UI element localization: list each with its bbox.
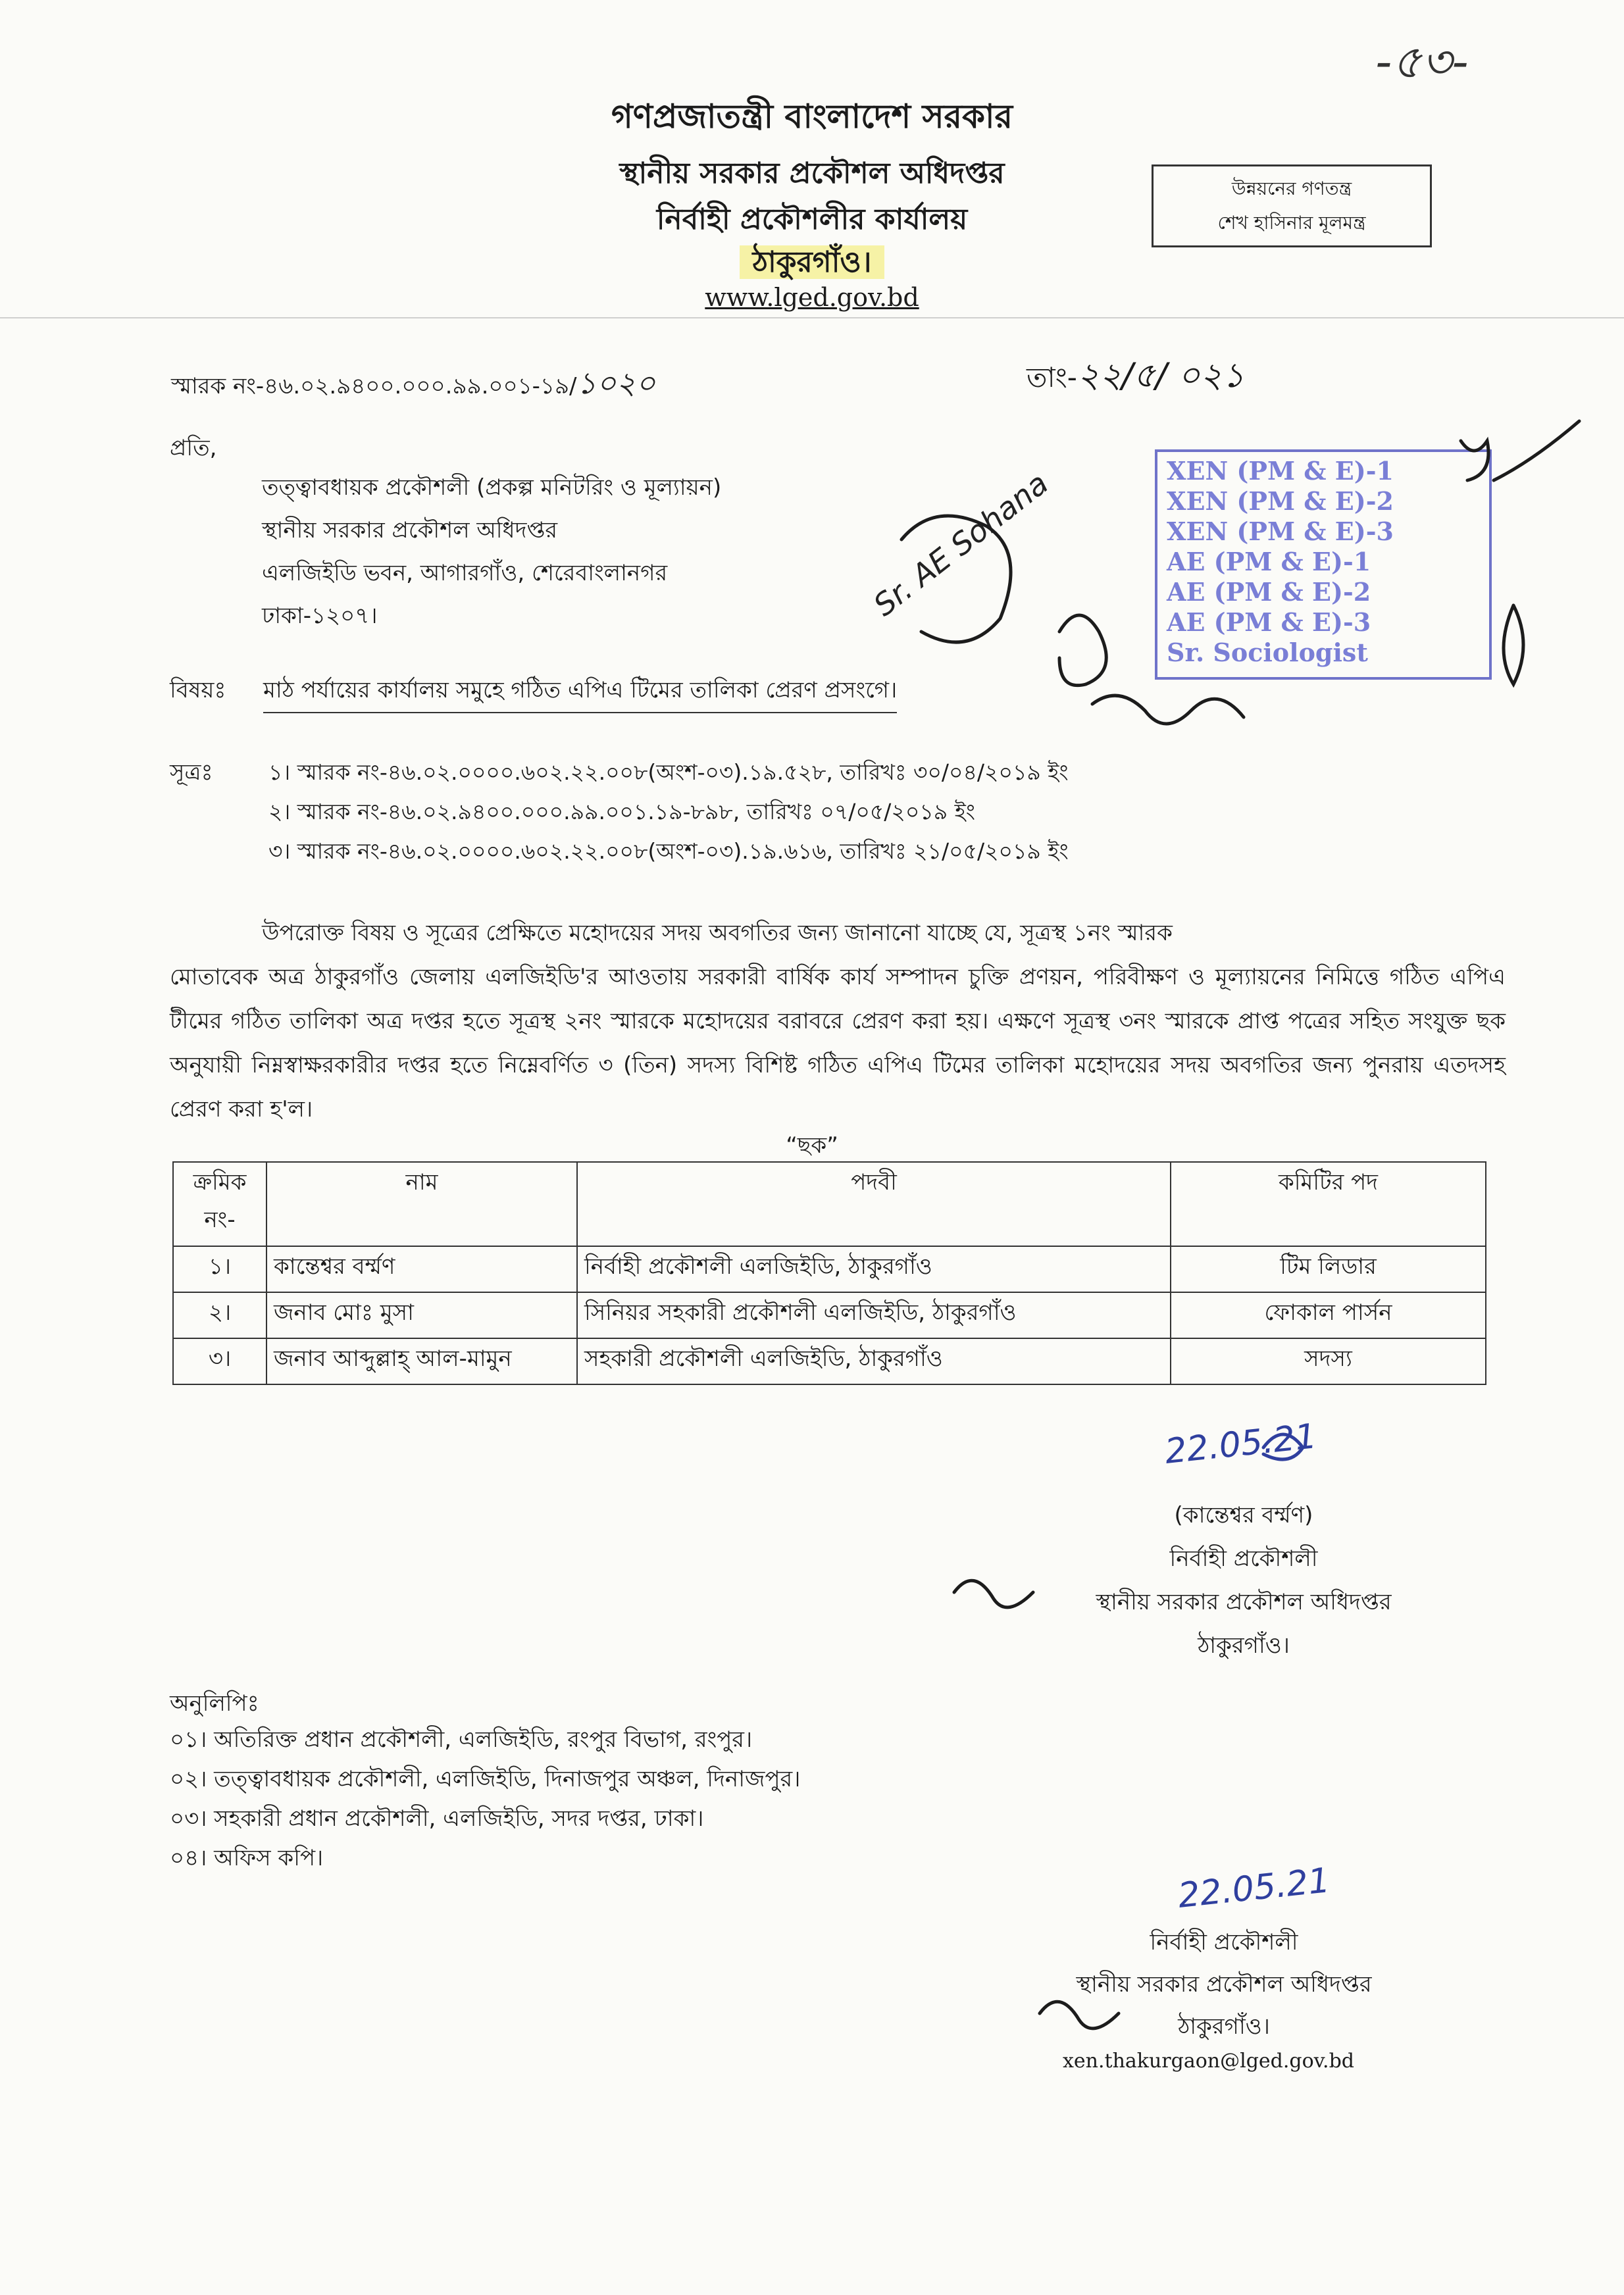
memo-reference-handwritten: ১০২০ xyxy=(576,365,656,401)
signature-date-1: 22.05.21 xyxy=(1163,1417,1319,1472)
stamp-line: AE (PM & E)-2 xyxy=(1167,577,1371,607)
office-email[interactable]: xen.thakurgaon@lged.gov.bd xyxy=(1063,2050,1354,2073)
table-header-row xyxy=(173,1162,1486,1246)
subject-text: মাঠ পর্যায়ের কার্যালয় সমুহে গঠিত এপিএ টিমের তালিকা প্রেরণ প্রসংগে। xyxy=(263,673,897,713)
office-name: নির্বাহী প্রকৌশলীর কার্যালয় xyxy=(656,203,968,236)
government-name: গণপ্রজাতন্ত্রী বাংলাদেশ সরকার xyxy=(611,97,1013,136)
cell-designation: নির্বাহী প্রকৌশলী এলজিইডি, ঠাকুরগাঁও xyxy=(577,1246,1171,1292)
page-number: -৫৩- xyxy=(1375,35,1469,89)
table-row xyxy=(173,1246,1486,1292)
recipient-line: ঢাকা-১২০৭। xyxy=(262,603,378,629)
reference-item: ৩। স্মারক নং-৪৬.০২.০০০০.৬০২.২২.০০৮(অংশ-০৩).১৯.৬১৬, তারিখঃ ২১/০৫/২০১৯ ইং xyxy=(268,838,1069,864)
cell-committee-role: ফোকাল পার্সন xyxy=(1171,1292,1486,1338)
body-paragraph-rest: মোতাবেক অত্র ঠাকুরগাঁও জেলায় এলজিইডি'র আওতায় সরকারী বার্ষিক কার্য সম্পাদন চুক্তি প্রণয়ন, পরিবীক্ষণ ও মূল্যায়নের নিমিত্তে গঠিত এপিএ টীমের গঠিত তালিকা অত্র দপ্তর হতে সূত্রস্থ ২নং স্মারকে মহোদয়ের বরাবরে প্রেরণ করা হয়। এক্ষণে সূত্রস্থ ৩নং স্মারকে প্রাপ্ত পত্রের সহিত সংযুক্ত ছক অনুযায়ী নিম্নস্বাক্ষরকারীর দপ্তর হতে নিম্নেবর্ণিত ৩ (তিন) সদস্য বিশিষ্ট গঠিত এপিএ টিমের তালিকা মহোদয়ের সদয় অবগতির জন্য পুনরায় এতদসহ প্রেরণ করা হ'ল। xyxy=(170,964,1506,1122)
table-row xyxy=(173,1292,1486,1338)
slogan-line-2: শেখ হাসিনার মূলমন্ত্র xyxy=(1217,212,1366,234)
stamp-line: Sr. Sociologist xyxy=(1167,638,1368,667)
department-name: স্থানীয় সরকার প্রকৌশল অধিদপ্তর xyxy=(619,157,1005,190)
cell-serial: ১। xyxy=(173,1246,266,1292)
office-location-text: ঠাকুরগাঁও। xyxy=(740,245,885,279)
body-paragraph-first-line: উপরোক্ত বিষয় ও সূত্রের প্রেক্ষিতে মহোদয়ের সদয় অবগতির জন্য জানানো যাচ্ছে যে, সূত্রস্থ ১নং স্মারক xyxy=(262,920,1173,946)
copy-item: ০১। অতিরিক্ত প্রধান প্রকৌশলী, এলজিইডি, রংপুর বিভাগ, রংপুর। xyxy=(170,1727,753,1753)
signatory-location: ঠাকুরগাঁও। xyxy=(1178,2013,1270,2040)
stamp-line: XEN (PM & E)-2 xyxy=(1167,486,1394,516)
cell-name: কান্তেশ্বর বর্ম্মণ xyxy=(266,1246,577,1292)
cell-designation: সিনিয়র সহকারী প্রকৌশলী এলজিইডি, ঠাকুরগাঁও xyxy=(577,1292,1171,1338)
signatory-designation: নির্বাহী প্রকৌশলী xyxy=(1169,1546,1318,1572)
memo-reference-label: স্মারক নং-৪৬.০২.৯৪০০.০০০.৯৯.০০১-১৯/ xyxy=(171,373,577,399)
copy-item: ০২। তত্ত্বাবধায়ক প্রকৌশলী, এলজিইডি, দিনাজপুর অঞ্চল, দিনাজপুর। xyxy=(170,1766,801,1792)
cell-name: জনাব মোঃ মুসা xyxy=(266,1292,577,1338)
cell-committee-role: টিম লিডার xyxy=(1171,1246,1486,1292)
recipient-line: এলজিইডি ভবন, আগারগাঁও, শেরেবাংলানগর xyxy=(262,560,668,586)
handwritten-annotation: Sr. AE Sohana xyxy=(867,465,1055,623)
reference-item: ২। স্মারক নং-৪৬.০২.৯৪০০.০০০.৯৯.০০১.১৯-৮৯৮, তারিখঃ ০৭/০৫/২০১৯ ইং xyxy=(268,799,976,824)
signatory-department: স্থানীয় সরকার প্রকৌশল অধিদপ্তর xyxy=(1096,1589,1392,1615)
cell-serial: ৩। xyxy=(173,1338,266,1384)
column-header-designation: পদবী xyxy=(577,1162,1171,1246)
reference-item: ১। স্মারক নং-৪৬.০২.০০০০.৬০২.২২.০০৮(অংশ-০৩).১৯.৫২৮, তারিখঃ ৩০/০৪/২০১৯ ইং xyxy=(268,759,1069,785)
body-paragraph xyxy=(170,911,1506,1132)
copies-label: অনুলিপিঃ xyxy=(170,1690,259,1717)
signatory-department: স্থানীয় সরকার প্রকৌশল অধিদপ্তর xyxy=(1076,1971,1372,1998)
memo-date-label: তাং- xyxy=(1027,361,1077,393)
slogan-line-1: উন্নয়নের গণতন্ত্র xyxy=(1231,178,1352,199)
references-label: সূত্রঃ xyxy=(170,759,213,786)
cell-committee-role: সদস্য xyxy=(1171,1338,1486,1384)
apa-team-table xyxy=(172,1161,1486,1385)
website-link[interactable]: www.lged.gov.bd xyxy=(705,283,919,312)
stamp-line: AE (PM & E)-1 xyxy=(1167,547,1371,576)
cell-serial: ২। xyxy=(173,1292,266,1338)
copy-item: ০৩। সহকারী প্রধান প্রকৌশলী, এলজিইডি, সদর দপ্তর, ঢাকা। xyxy=(170,1805,704,1832)
stamp-line: AE (PM & E)-3 xyxy=(1167,607,1371,637)
column-header-serial: ক্রমিক নং- xyxy=(173,1162,266,1246)
cell-designation: সহকারী প্রকৌশলী এলজিইডি, ঠাকুরগাঁও xyxy=(577,1338,1171,1384)
signatory-designation: নির্বাহী প্রকৌশলী xyxy=(1150,1929,1298,1955)
stamp-line: XEN (PM & E)-3 xyxy=(1167,517,1394,546)
signature-block-2 xyxy=(1027,1921,1421,2048)
table-caption: “ছক” xyxy=(786,1132,838,1159)
cell-name: জনাব আব্দুল্লাহ্ আল-মামুন xyxy=(266,1338,577,1384)
stamp-line: XEN (PM & E)-1 xyxy=(1167,456,1394,486)
recipient-label: প্রতি, xyxy=(170,435,217,461)
table-row xyxy=(173,1338,1486,1384)
signatory-name: (কান্তেশ্বর বর্ম্মণ) xyxy=(1174,1502,1313,1528)
recipient-line: তত্ত্বাবধায়ক প্রকৌশলী (প্রকল্প মনিটরিং ও মূল্যায়ন) xyxy=(262,474,722,501)
copy-item: ০৪। অফিস কপি। xyxy=(170,1845,324,1871)
recipient-line: স্থানীয় সরকার প্রকৌশল অধিদপ্তর xyxy=(262,517,558,543)
memo-date-handwritten: ২২/৫/ ০২১ xyxy=(1077,356,1245,395)
signature-date-2: 22.05.21 xyxy=(1176,1861,1332,1916)
signatory-location: ঠাকুরগাঁও। xyxy=(1198,1632,1290,1659)
signature-block-1 xyxy=(1059,1494,1428,1667)
column-header-committee-role: কমিটির পদ xyxy=(1171,1162,1486,1246)
subject-label: বিষয়ঃ xyxy=(170,677,226,703)
column-header-name: নাম xyxy=(266,1162,577,1246)
